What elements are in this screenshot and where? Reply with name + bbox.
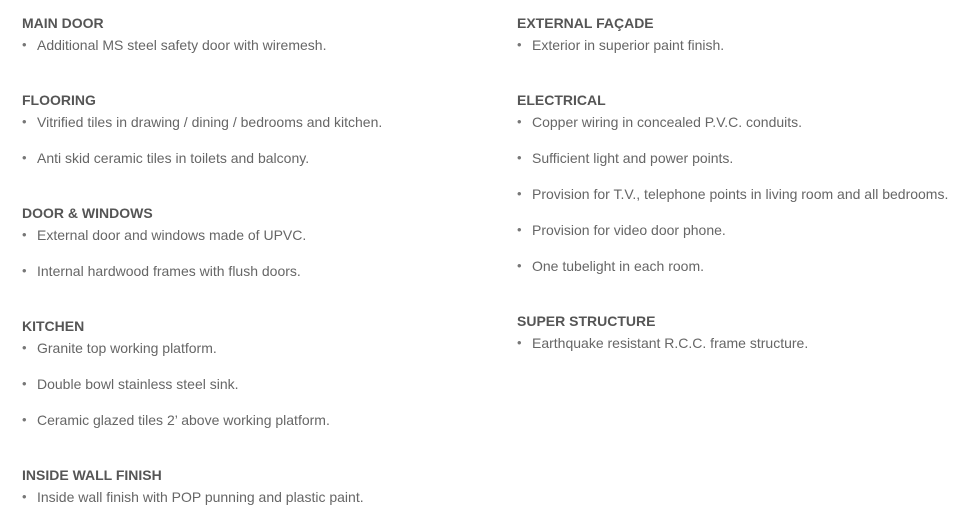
spec-list xyxy=(22,489,364,505)
spec-item xyxy=(517,335,808,351)
spec-list xyxy=(22,37,326,53)
bullet-icon: • xyxy=(517,150,522,165)
section-heading: MAIN DOOR xyxy=(22,15,104,31)
bullet-icon: • xyxy=(517,222,522,237)
spec-item xyxy=(517,114,948,130)
spec-section-external-facade xyxy=(517,15,724,53)
bullet-icon: • xyxy=(22,263,27,278)
spec-item xyxy=(22,412,330,428)
bullet-icon: • xyxy=(22,412,27,427)
bullet-icon: • xyxy=(22,37,27,52)
spec-item xyxy=(22,37,326,53)
spec-item-text: Earthquake resistant R.C.C. frame structure. xyxy=(532,335,809,351)
spec-item xyxy=(517,186,948,202)
spec-item xyxy=(22,263,306,279)
section-heading: INSIDE WALL FINISH xyxy=(22,467,162,483)
spec-item-text: Provision for video door phone. xyxy=(532,222,726,238)
spec-list xyxy=(517,335,808,351)
bullet-icon: • xyxy=(22,340,27,355)
spec-item-text: Exterior in superior paint finish. xyxy=(532,37,725,53)
section-heading: SUPER STRUCTURE xyxy=(517,313,656,329)
bullet-icon: • xyxy=(517,335,522,350)
spec-item xyxy=(517,37,724,53)
spec-item-text: Anti skid ceramic tiles in toilets and balcony. xyxy=(37,150,310,166)
spec-section-super-structure xyxy=(517,313,808,351)
bullet-icon: • xyxy=(22,376,27,391)
spec-section-kitchen xyxy=(22,318,330,428)
bullet-icon: • xyxy=(22,114,27,129)
spec-item-text: Additional MS steel safety door with wiremesh. xyxy=(37,37,327,53)
section-heading: ELECTRICAL xyxy=(517,92,606,108)
spec-item-text: Internal hardwood frames with flush doors. xyxy=(37,263,301,279)
spec-item-text: Vitrified tiles in drawing / dining / bedrooms and kitchen. xyxy=(37,114,383,130)
spec-item xyxy=(22,150,382,166)
spec-item xyxy=(22,340,330,356)
spec-section-electrical xyxy=(517,92,948,274)
spec-section-door-windows xyxy=(22,205,306,279)
spec-list xyxy=(22,340,330,428)
spec-item-text: Double bowl stainless steel sink. xyxy=(37,376,239,392)
bullet-icon: • xyxy=(517,114,522,129)
spec-item-text: Inside wall finish with POP punning and plastic paint. xyxy=(37,489,364,505)
spec-list xyxy=(22,114,382,166)
spec-item-text: One tubelight in each room. xyxy=(532,258,704,274)
spec-item-text: Granite top working platform. xyxy=(37,340,217,356)
spec-item xyxy=(22,376,330,392)
bullet-icon: • xyxy=(517,37,522,52)
spec-item-text: Copper wiring in concealed P.V.C. conduits. xyxy=(532,114,803,130)
section-heading: EXTERNAL FAÇADE xyxy=(517,15,654,31)
spec-list xyxy=(22,227,306,279)
spec-item-text: Ceramic glazed tiles 2’ above working platform. xyxy=(37,412,330,428)
spec-section-inside-wall-finish xyxy=(22,467,364,505)
spec-item xyxy=(22,489,364,505)
bullet-icon: • xyxy=(517,186,522,201)
section-heading: KITCHEN xyxy=(22,318,85,334)
spec-item xyxy=(517,222,948,238)
bullet-icon: • xyxy=(22,150,27,165)
bullet-icon: • xyxy=(22,489,27,504)
spec-item xyxy=(22,227,306,243)
spec-item xyxy=(517,150,948,166)
spec-list xyxy=(517,37,724,53)
spec-item xyxy=(517,258,948,274)
spec-section-flooring xyxy=(22,92,382,166)
spec-item xyxy=(22,114,382,130)
spec-item-text: Provision for T.V., telephone points in living room and all bedrooms. xyxy=(532,186,949,202)
bullet-icon: • xyxy=(517,258,522,273)
spec-item-text: External door and windows made of UPVC. xyxy=(37,227,307,243)
bullet-icon: • xyxy=(22,227,27,242)
section-heading: FLOORING xyxy=(22,92,96,108)
spec-list xyxy=(517,114,948,274)
section-heading: DOOR & WINDOWS xyxy=(22,205,153,221)
spec-section-main-door xyxy=(22,15,326,53)
spec-item-text: Sufficient light and power points. xyxy=(532,150,734,166)
